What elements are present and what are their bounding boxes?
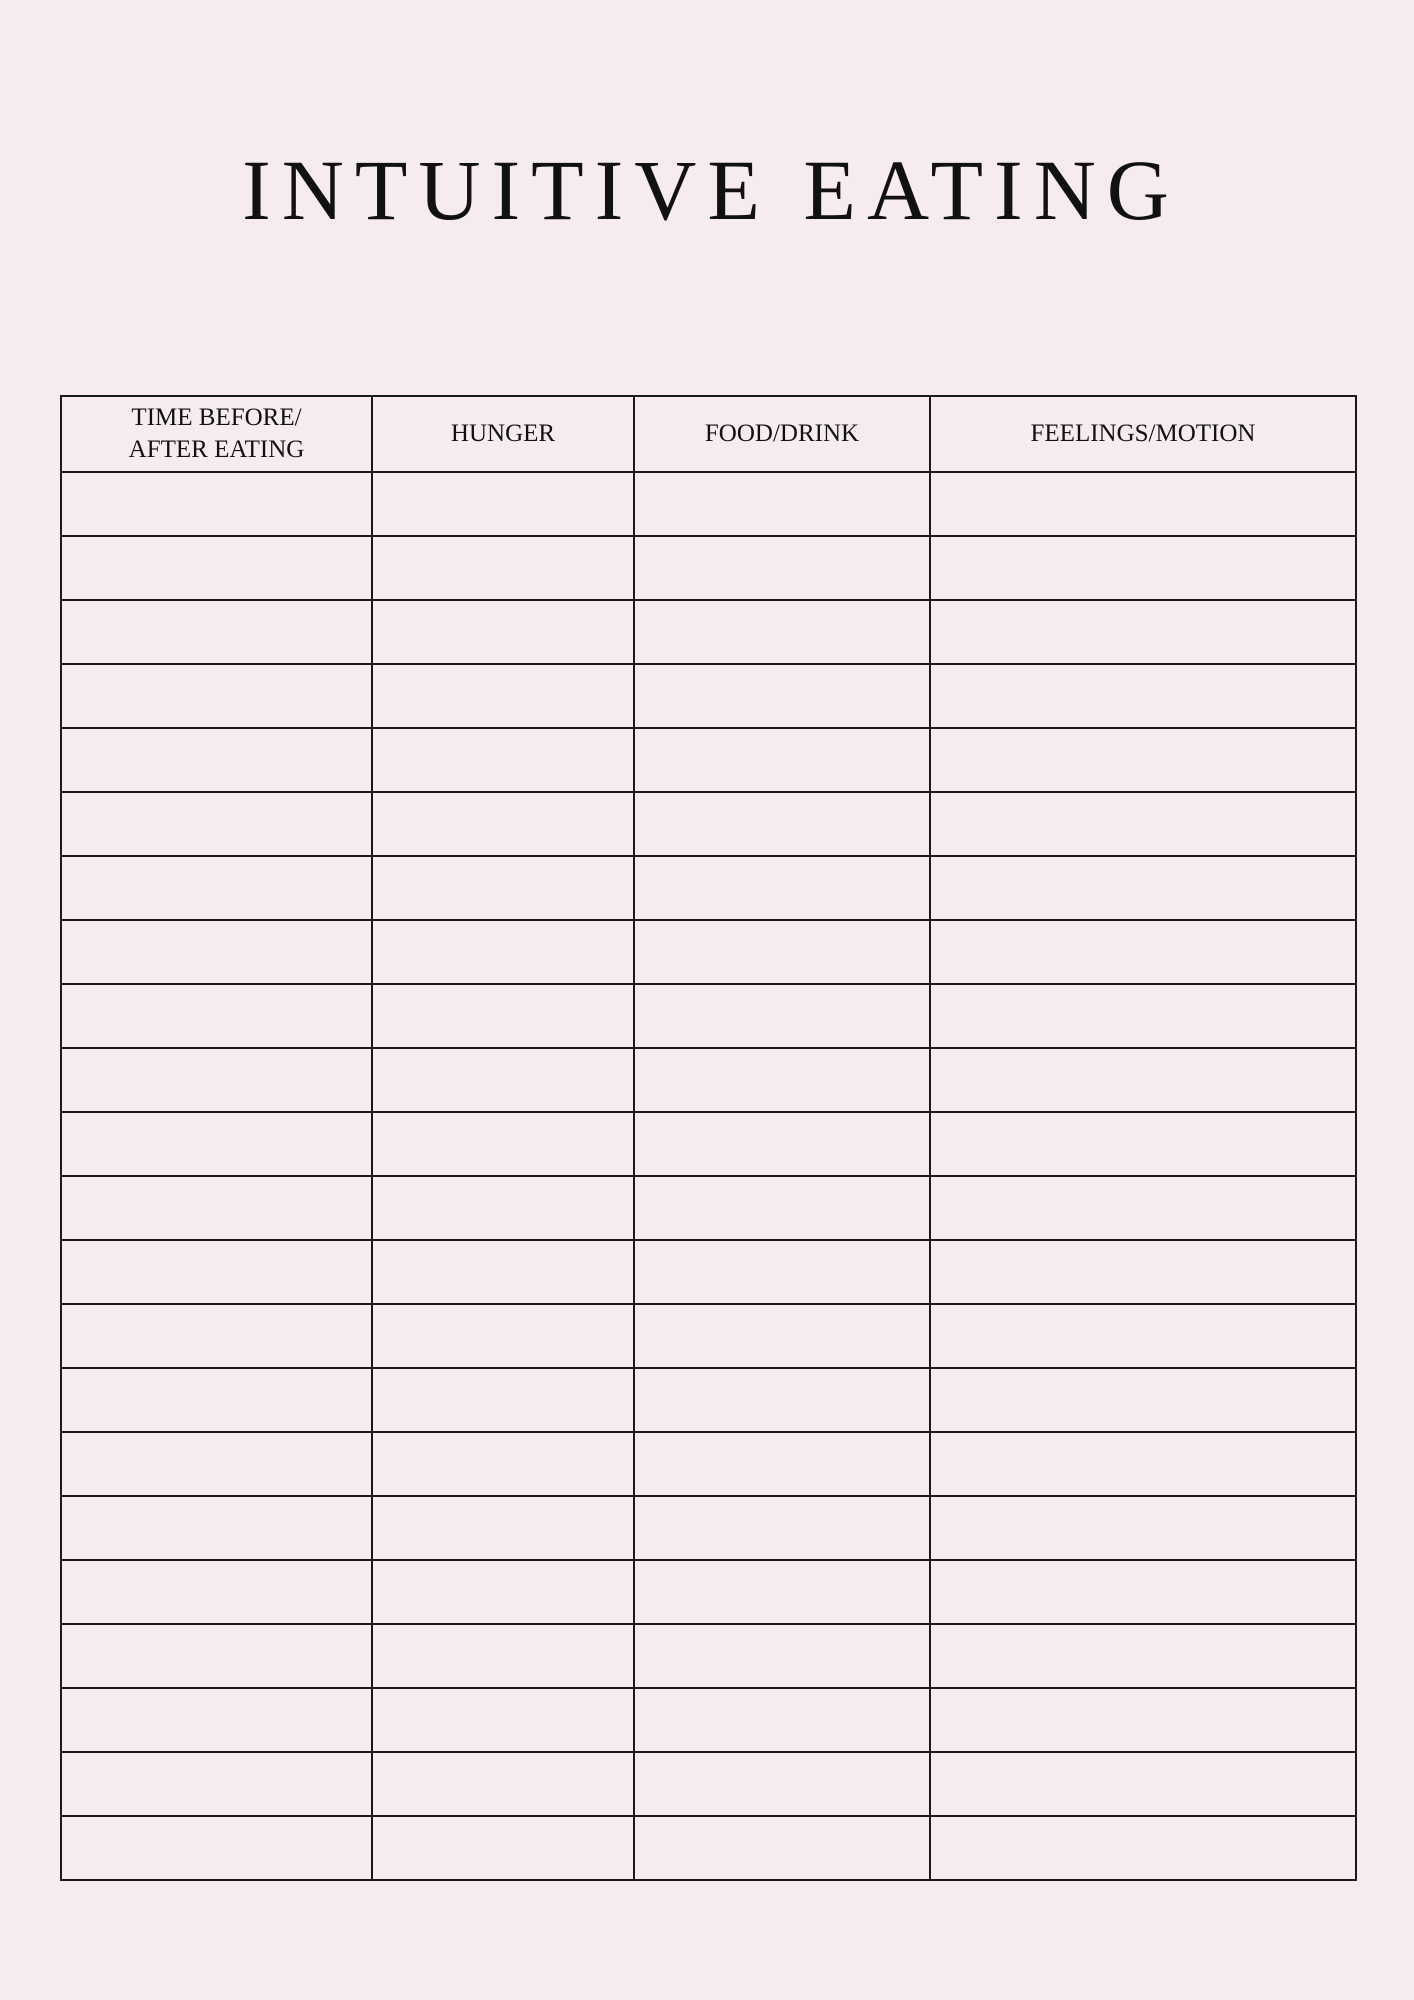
food-drink-cell[interactable] — [634, 1624, 930, 1688]
table-row — [61, 1112, 1356, 1176]
food-drink-cell-input[interactable] — [635, 1433, 929, 1495]
hunger-cell[interactable] — [372, 1496, 634, 1560]
time-cell[interactable] — [61, 536, 372, 600]
food-drink-cell[interactable] — [634, 1112, 930, 1176]
hunger-cell[interactable] — [372, 728, 634, 792]
time-cell[interactable] — [61, 792, 372, 856]
eating-log-table — [60, 395, 1357, 1881]
hunger-cell[interactable] — [372, 1304, 634, 1368]
hunger-cell[interactable] — [372, 1432, 634, 1496]
table-row — [61, 1176, 1356, 1240]
food-drink-cell-input[interactable] — [635, 601, 929, 663]
table-row — [61, 1048, 1356, 1112]
time-cell[interactable] — [61, 920, 372, 984]
food-drink-cell[interactable] — [634, 984, 930, 1048]
food-drink-cell-input[interactable] — [635, 921, 929, 983]
feelings-cell-input[interactable] — [931, 1177, 1355, 1239]
hunger-cell-input[interactable] — [373, 473, 633, 535]
header-time-before-after-eating: TIME BEFORE/ AFTER EATING — [61, 396, 372, 472]
food-drink-cell-input[interactable] — [635, 857, 929, 919]
hunger-cell-input[interactable] — [373, 601, 633, 663]
time-cell-input[interactable] — [62, 1049, 371, 1111]
feelings-cell-input[interactable] — [931, 473, 1355, 535]
hunger-cell-input[interactable] — [373, 1049, 633, 1111]
time-cell-input[interactable] — [62, 1561, 371, 1623]
time-cell-input[interactable] — [62, 1433, 371, 1495]
feelings-cell[interactable] — [930, 1816, 1356, 1880]
feelings-cell-input[interactable] — [931, 1369, 1355, 1431]
time-cell-input[interactable] — [62, 1241, 371, 1303]
hunger-cell[interactable] — [372, 1368, 634, 1432]
hunger-cell[interactable] — [372, 1688, 634, 1752]
hunger-cell-input[interactable] — [373, 793, 633, 855]
table-row — [61, 728, 1356, 792]
hunger-cell-input[interactable] — [373, 1817, 633, 1879]
feelings-cell[interactable] — [930, 1048, 1356, 1112]
time-cell[interactable] — [61, 600, 372, 664]
table-body — [61, 472, 1356, 1880]
food-drink-cell[interactable] — [634, 1496, 930, 1560]
food-drink-cell[interactable] — [634, 1560, 930, 1624]
food-drink-cell-input[interactable] — [635, 1241, 929, 1303]
food-drink-cell[interactable] — [634, 1816, 930, 1880]
feelings-cell[interactable] — [930, 600, 1356, 664]
table-row — [61, 1304, 1356, 1368]
hunger-cell-input[interactable] — [373, 1113, 633, 1175]
table-row — [61, 472, 1356, 536]
food-drink-cell-input[interactable] — [635, 1689, 929, 1751]
food-drink-cell-input[interactable] — [635, 793, 929, 855]
feelings-cell-input[interactable] — [931, 921, 1355, 983]
hunger-cell-input[interactable] — [373, 1561, 633, 1623]
feelings-cell-input[interactable] — [931, 1561, 1355, 1623]
hunger-cell-input[interactable] — [373, 1241, 633, 1303]
time-cell[interactable] — [61, 1624, 372, 1688]
feelings-cell[interactable] — [930, 1240, 1356, 1304]
table-row — [61, 1816, 1356, 1880]
time-cell[interactable] — [61, 664, 372, 728]
feelings-cell-input[interactable] — [931, 537, 1355, 599]
time-cell-input[interactable] — [62, 985, 371, 1047]
food-drink-cell[interactable] — [634, 1048, 930, 1112]
food-drink-cell-input[interactable] — [635, 1625, 929, 1687]
hunger-cell-input[interactable] — [373, 1753, 633, 1815]
feelings-cell[interactable] — [930, 1560, 1356, 1624]
time-cell[interactable] — [61, 1496, 372, 1560]
feelings-cell[interactable] — [930, 1624, 1356, 1688]
hunger-cell[interactable] — [372, 600, 634, 664]
table-row — [61, 856, 1356, 920]
page-title: INTUITIVE EATING — [242, 142, 1180, 238]
time-cell-input[interactable] — [62, 1753, 371, 1815]
food-drink-cell-input[interactable] — [635, 665, 929, 727]
food-drink-cell-input[interactable] — [635, 985, 929, 1047]
table-row — [61, 1240, 1356, 1304]
food-drink-cell[interactable] — [634, 1368, 930, 1432]
hunger-cell-input[interactable] — [373, 1497, 633, 1559]
food-drink-cell[interactable] — [634, 1688, 930, 1752]
table-row — [61, 600, 1356, 664]
feelings-cell[interactable] — [930, 792, 1356, 856]
feelings-cell-input[interactable] — [931, 1113, 1355, 1175]
hunger-cell[interactable] — [372, 1240, 634, 1304]
food-drink-cell[interactable] — [634, 664, 930, 728]
food-drink-cell[interactable] — [634, 1752, 930, 1816]
time-cell[interactable] — [61, 1112, 372, 1176]
time-cell-input[interactable] — [62, 1689, 371, 1751]
time-cell[interactable] — [61, 1752, 372, 1816]
time-cell[interactable] — [61, 1432, 372, 1496]
time-cell-input[interactable] — [62, 1497, 371, 1559]
table-row — [61, 536, 1356, 600]
table-row — [61, 920, 1356, 984]
hunger-cell[interactable] — [372, 536, 634, 600]
time-cell-input[interactable] — [62, 921, 371, 983]
table-row — [61, 1496, 1356, 1560]
feelings-cell-input[interactable] — [931, 1753, 1355, 1815]
food-drink-cell[interactable] — [634, 472, 930, 536]
food-drink-cell-input[interactable] — [635, 1753, 929, 1815]
feelings-cell-input[interactable] — [931, 1305, 1355, 1367]
feelings-cell-input[interactable] — [931, 1689, 1355, 1751]
food-drink-cell-input[interactable] — [635, 473, 929, 535]
hunger-cell-input[interactable] — [373, 1177, 633, 1239]
hunger-cell-input[interactable] — [373, 857, 633, 919]
feelings-cell-input[interactable] — [931, 1497, 1355, 1559]
feelings-cell-input[interactable] — [931, 1817, 1355, 1879]
time-cell[interactable] — [61, 856, 372, 920]
food-drink-cell-input[interactable] — [635, 1369, 929, 1431]
hunger-cell[interactable] — [372, 1816, 634, 1880]
hunger-cell[interactable] — [372, 664, 634, 728]
food-drink-cell[interactable] — [634, 1176, 930, 1240]
hunger-cell[interactable] — [372, 1752, 634, 1816]
hunger-cell-input[interactable] — [373, 985, 633, 1047]
table-row — [61, 1752, 1356, 1816]
feelings-cell[interactable] — [930, 1688, 1356, 1752]
table-row — [61, 792, 1356, 856]
food-drink-cell-input[interactable] — [635, 1561, 929, 1623]
food-drink-cell-input[interactable] — [635, 1049, 929, 1111]
header-hunger: HUNGER — [372, 396, 634, 472]
hunger-cell[interactable] — [372, 920, 634, 984]
time-cell[interactable] — [61, 1304, 372, 1368]
feelings-cell-input[interactable] — [931, 793, 1355, 855]
time-cell[interactable] — [61, 984, 372, 1048]
time-cell[interactable] — [61, 1176, 372, 1240]
feelings-cell[interactable] — [930, 856, 1356, 920]
table-row — [61, 984, 1356, 1048]
feelings-cell-input[interactable] — [931, 1625, 1355, 1687]
hunger-cell[interactable] — [372, 1560, 634, 1624]
feelings-cell[interactable] — [930, 1368, 1356, 1432]
time-cell[interactable] — [61, 1816, 372, 1880]
hunger-cell-input[interactable] — [373, 729, 633, 791]
food-drink-cell[interactable] — [634, 1240, 930, 1304]
hunger-cell-input[interactable] — [373, 1305, 633, 1367]
time-cell[interactable] — [61, 1688, 372, 1752]
time-cell-input[interactable] — [62, 1369, 371, 1431]
food-drink-cell[interactable] — [634, 1304, 930, 1368]
food-drink-cell-input[interactable] — [635, 1177, 929, 1239]
feelings-cell[interactable] — [930, 728, 1356, 792]
feelings-cell[interactable] — [930, 1432, 1356, 1496]
time-cell-input[interactable] — [62, 473, 371, 535]
food-drink-cell[interactable] — [634, 600, 930, 664]
time-cell-input[interactable] — [62, 1177, 371, 1239]
food-drink-cell[interactable] — [634, 920, 930, 984]
time-cell[interactable] — [61, 1048, 372, 1112]
time-cell[interactable] — [61, 472, 372, 536]
time-cell-input[interactable] — [62, 729, 371, 791]
feelings-cell-input[interactable] — [931, 1433, 1355, 1495]
table-row — [61, 1368, 1356, 1432]
hunger-cell[interactable] — [372, 984, 634, 1048]
header-feelings-motion: FEELINGS/MOTION — [930, 396, 1356, 472]
hunger-cell-input[interactable] — [373, 921, 633, 983]
feelings-cell-input[interactable] — [931, 1049, 1355, 1111]
hunger-cell[interactable] — [372, 856, 634, 920]
time-cell-input[interactable] — [62, 1625, 371, 1687]
time-cell-input[interactable] — [62, 1817, 371, 1879]
time-cell-input[interactable] — [62, 793, 371, 855]
time-cell[interactable] — [61, 728, 372, 792]
food-drink-cell-input[interactable] — [635, 537, 929, 599]
food-drink-cell-input[interactable] — [635, 729, 929, 791]
time-cell[interactable] — [61, 1368, 372, 1432]
time-cell-input[interactable] — [62, 665, 371, 727]
food-drink-cell[interactable] — [634, 1432, 930, 1496]
feelings-cell-input[interactable] — [931, 1241, 1355, 1303]
hunger-cell-input[interactable] — [373, 1689, 633, 1751]
table-row — [61, 1560, 1356, 1624]
food-drink-cell-input[interactable] — [635, 1113, 929, 1175]
feelings-cell-input[interactable] — [931, 729, 1355, 791]
hunger-cell[interactable] — [372, 1624, 634, 1688]
hunger-cell-input[interactable] — [373, 1369, 633, 1431]
time-cell-input[interactable] — [62, 601, 371, 663]
food-drink-cell[interactable] — [634, 792, 930, 856]
food-drink-cell[interactable] — [634, 728, 930, 792]
hunger-cell[interactable] — [372, 1176, 634, 1240]
food-drink-cell-input[interactable] — [635, 1817, 929, 1879]
time-cell[interactable] — [61, 1240, 372, 1304]
feelings-cell[interactable] — [930, 984, 1356, 1048]
hunger-cell-input[interactable] — [373, 665, 633, 727]
hunger-cell[interactable] — [372, 1112, 634, 1176]
hunger-cell-input[interactable] — [373, 1625, 633, 1687]
food-drink-cell-input[interactable] — [635, 1305, 929, 1367]
food-drink-cell[interactable] — [634, 536, 930, 600]
feelings-cell[interactable] — [930, 664, 1356, 728]
feelings-cell-input[interactable] — [931, 601, 1355, 663]
hunger-cell[interactable] — [372, 472, 634, 536]
feelings-cell-input[interactable] — [931, 857, 1355, 919]
feelings-cell[interactable] — [930, 1176, 1356, 1240]
feelings-cell[interactable] — [930, 536, 1356, 600]
table-row — [61, 664, 1356, 728]
time-cell-input[interactable] — [62, 1113, 371, 1175]
time-cell-input[interactable] — [62, 857, 371, 919]
food-drink-cell-input[interactable] — [635, 1497, 929, 1559]
time-cell-input[interactable] — [62, 537, 371, 599]
feelings-cell[interactable] — [930, 1304, 1356, 1368]
hunger-cell[interactable] — [372, 792, 634, 856]
feelings-cell-input[interactable] — [931, 985, 1355, 1047]
table-row — [61, 1688, 1356, 1752]
feelings-cell[interactable] — [930, 1112, 1356, 1176]
feelings-cell-input[interactable] — [931, 665, 1355, 727]
feelings-cell[interactable] — [930, 472, 1356, 536]
feelings-cell[interactable] — [930, 1752, 1356, 1816]
time-cell-input[interactable] — [62, 1305, 371, 1367]
table-header-row — [61, 396, 1356, 472]
table-row — [61, 1432, 1356, 1496]
hunger-cell-input[interactable] — [373, 537, 633, 599]
food-drink-cell[interactable] — [634, 856, 930, 920]
hunger-cell[interactable] — [372, 1048, 634, 1112]
hunger-cell-input[interactable] — [373, 1433, 633, 1495]
table-row — [61, 1624, 1356, 1688]
feelings-cell[interactable] — [930, 1496, 1356, 1560]
feelings-cell[interactable] — [930, 920, 1356, 984]
header-food-drink: FOOD/DRINK — [634, 396, 930, 472]
time-cell[interactable] — [61, 1560, 372, 1624]
